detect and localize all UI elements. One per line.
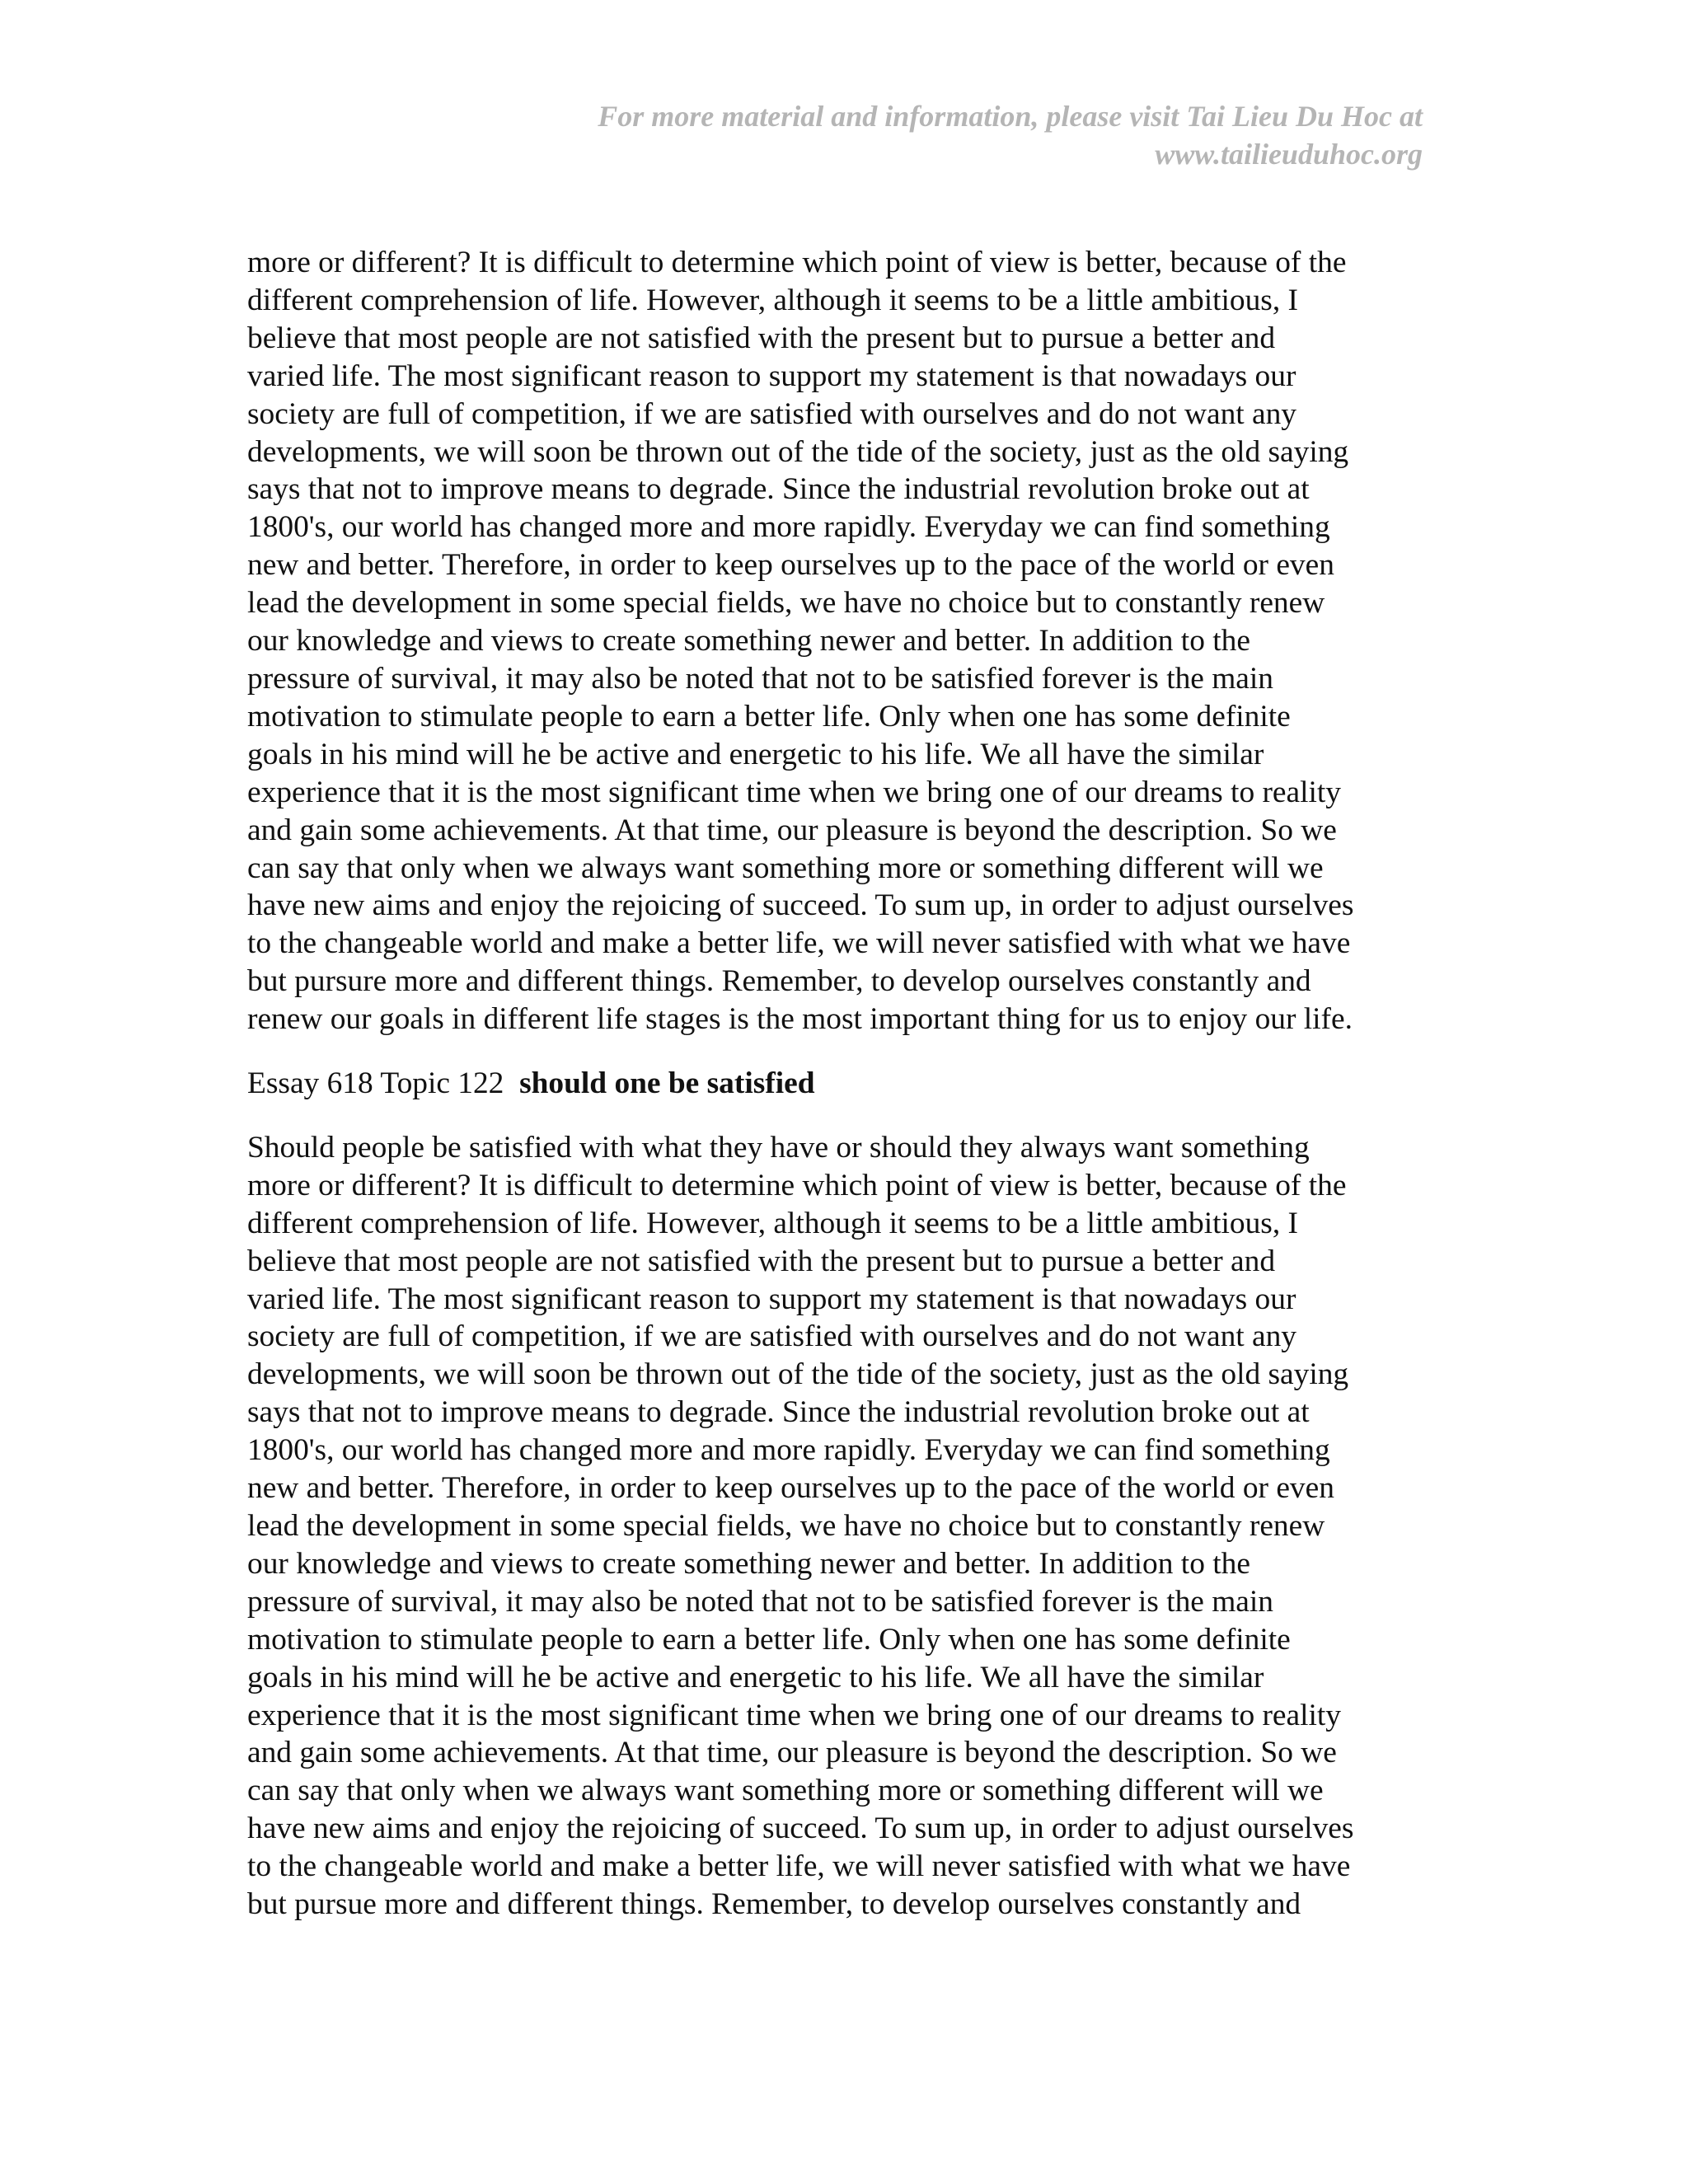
paragraph-line: motivation to stimulate people to earn a better life. Only when one has some definite (247, 699, 1291, 733)
paragraph-line: believe that most people are not satisfied with the present but to pursue a better and (247, 1244, 1276, 1278)
paragraph-line: says that not to improve means to degrade. Since the industrial revolution broke out at (247, 472, 1310, 507)
paragraph-line: goals in his mind will he be active and energetic to his life. We all have the similar (247, 737, 1264, 771)
paragraph-line: but pursure more and different things. Remember, to develop ourselves constantly and (247, 964, 1311, 999)
paragraph-line: but pursue more and different things. Remember, to develop ourselves constantly and (247, 1887, 1301, 1922)
header-website-link[interactable]: www.tailieuduhoc.org (1155, 138, 1423, 171)
paragraph-line: motivation to stimulate people to earn a better life. Only when one has some definite (247, 1622, 1291, 1657)
paragraph-line: varied life. The most significant reason to support my statement is that nowadays our (247, 359, 1296, 393)
paragraph-line: 1800's, our world has changed more and more rapidly. Everyday we can find something (247, 1433, 1330, 1468)
paragraph-line: different comprehension of life. However, although it seems to be a little ambitious, I (247, 283, 1298, 317)
paragraph-line: lead the development in some special fields, we have no choice but to constantly renew (247, 586, 1325, 621)
paragraph-line: our knowledge and views to create something newer and better. In addition to the (247, 1546, 1250, 1581)
paragraph-line: Should people be satisfied with what they have or should they always want something (247, 1130, 1310, 1165)
header-line-1: For more material and information, please visit Tai Lieu Du Hoc at (598, 100, 1423, 133)
essay-topic-title: should one be satisfied (519, 1066, 815, 1101)
paragraph-line: pressure of survival, it may also be noted that not to be satisfied forever is the main (247, 661, 1273, 696)
paragraph-2 (247, 1129, 1434, 1924)
paragraph-line: society are full of competition, if we are satisfied with ourselves and do not want any (247, 396, 1296, 431)
document-body (247, 244, 1434, 1924)
paragraph-line: and gain some achievements. At that time, our pleasure is beyond the description. So we (247, 813, 1337, 847)
paragraph-line: varied life. The most significant reason to support my statement is that nowadays our (247, 1282, 1296, 1316)
paragraph-line: experience that it is the most significant time when we bring one of our dreams to reality (247, 775, 1341, 809)
paragraph-line: to the changeable world and make a better life, we will never satisfied with what we have (247, 926, 1351, 961)
page-header (434, 97, 1423, 173)
paragraph-line: pressure of survival, it may also be noted that not to be satisfied forever is the main (247, 1584, 1273, 1619)
paragraph-line: new and better. Therefore, in order to keep ourselves up to the pace of the world or even (247, 1471, 1334, 1506)
paragraph-line: can say that only when we always want something more or something different will we (247, 1774, 1324, 1808)
paragraph-line: lead the development in some special fields, we have no choice but to constantly renew (247, 1509, 1325, 1543)
essay-number-label: Essay 618 Topic 122 (247, 1066, 504, 1101)
paragraph-line: to the changeable world and make a better life, we will never satisfied with what we have (247, 1849, 1351, 1884)
paragraph-line: developments, we will soon be thrown out of the tide of the society, just as the old saying (247, 434, 1349, 469)
paragraph-line: renew our goals in different life stages is the most important thing for us to enjoy our life. (247, 1002, 1353, 1037)
essay-heading (247, 1065, 1434, 1103)
paragraph-line: can say that only when we always want something more or something different will we (247, 851, 1324, 885)
paragraph-line: society are full of competition, if we are satisfied with ourselves and do not want any (247, 1319, 1296, 1354)
paragraph-line: and gain some achievements. At that time, our pleasure is beyond the description. So we (247, 1736, 1337, 1770)
paragraph-line: goals in his mind will he be active and energetic to his life. We all have the similar (247, 1660, 1264, 1694)
paragraph-line: experience that it is the most significant time when we bring one of our dreams to reality (247, 1698, 1341, 1732)
paragraph-line: have new aims and enjoy the rejoicing of succeed. To sum up, in order to adjust ourselves (247, 888, 1354, 923)
paragraph-line: different comprehension of life. However, although it seems to be a little ambitious, I (247, 1206, 1298, 1240)
paragraph-line: our knowledge and views to create something newer and better. In addition to the (247, 624, 1250, 658)
paragraph-line: believe that most people are not satisfied with the present but to pursue a better and (247, 321, 1276, 355)
paragraph-line: have new aims and enjoy the rejoicing of succeed. To sum up, in order to adjust ourselves (247, 1811, 1354, 1846)
paragraph-1 (247, 244, 1434, 1038)
paragraph-line: more or different? It is difficult to determine which point of view is better, because of the (247, 246, 1347, 279)
paragraph-line: more or different? It is difficult to determine which point of view is better, because of the (247, 1168, 1347, 1202)
paragraph-line: developments, we will soon be thrown out of the tide of the society, just as the old saying (247, 1357, 1349, 1392)
paragraph-line: 1800's, our world has changed more and more rapidly. Everyday we can find something (247, 510, 1330, 545)
paragraph-line: says that not to improve means to degrade. Since the industrial revolution broke out at (247, 1395, 1310, 1430)
paragraph-line: new and better. Therefore, in order to keep ourselves up to the pace of the world or even (247, 548, 1334, 583)
